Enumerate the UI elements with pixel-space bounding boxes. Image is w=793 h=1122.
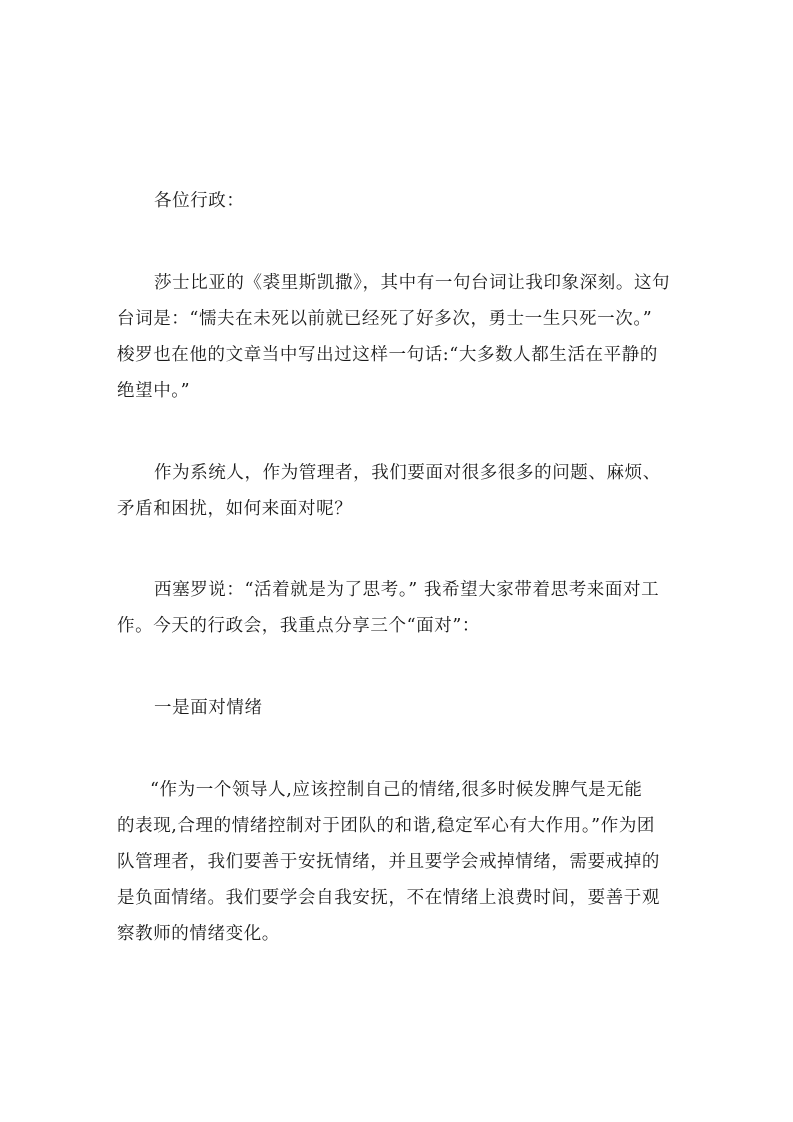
paragraph-line: 作。今天的行政会，我重点分享三个“面对”： bbox=[117, 616, 480, 636]
paragraph-line: 台词是：“懦夫在未死以前就已经死了好多次，勇士一生只死一次。” bbox=[117, 309, 653, 329]
paragraph-line: 绝望中。” bbox=[117, 381, 191, 401]
paragraph-line: 察教师的情绪变化。 bbox=[117, 924, 280, 944]
paragraph-line: 是负面情绪。我们要学会自我安抚，不在情绪上浪费时间，要善于观 bbox=[117, 888, 660, 908]
paragraph-line: “作为一个领导人,应该控制自己的情绪,很多时候发脾气是无能 bbox=[150, 780, 643, 800]
salutation: 各位行政： bbox=[154, 191, 245, 211]
section-heading: 一是面对情绪 bbox=[154, 698, 263, 718]
paragraph-line: 矛盾和困扰，如何来面对呢？ bbox=[117, 499, 353, 519]
paragraph-line: 梭罗也在他的文章当中写出过这样一句话:“大多数人都生活在平静的 bbox=[117, 345, 658, 365]
paragraph-line: 西塞罗说：“活着就是为了思考。” 我希望大家带着思考来面对工 bbox=[154, 580, 660, 600]
paragraph-line: 作为系统人，作为管理者，我们要面对很多很多的问题、麻烦、 bbox=[154, 463, 661, 483]
paragraph-line: 的表现,合理的情绪控制对于团队的和谐,稳定军心有大作用。”作为团 bbox=[117, 816, 656, 836]
paragraph-line: 莎士比亚的《裘里斯凯撒》，其中有一句台词让我印象深刻。这句 bbox=[154, 273, 671, 293]
paragraph-line: 队管理者，我们要善于安抚情绪，并且要学会戒掉情绪，需要戒掉的 bbox=[117, 852, 660, 872]
